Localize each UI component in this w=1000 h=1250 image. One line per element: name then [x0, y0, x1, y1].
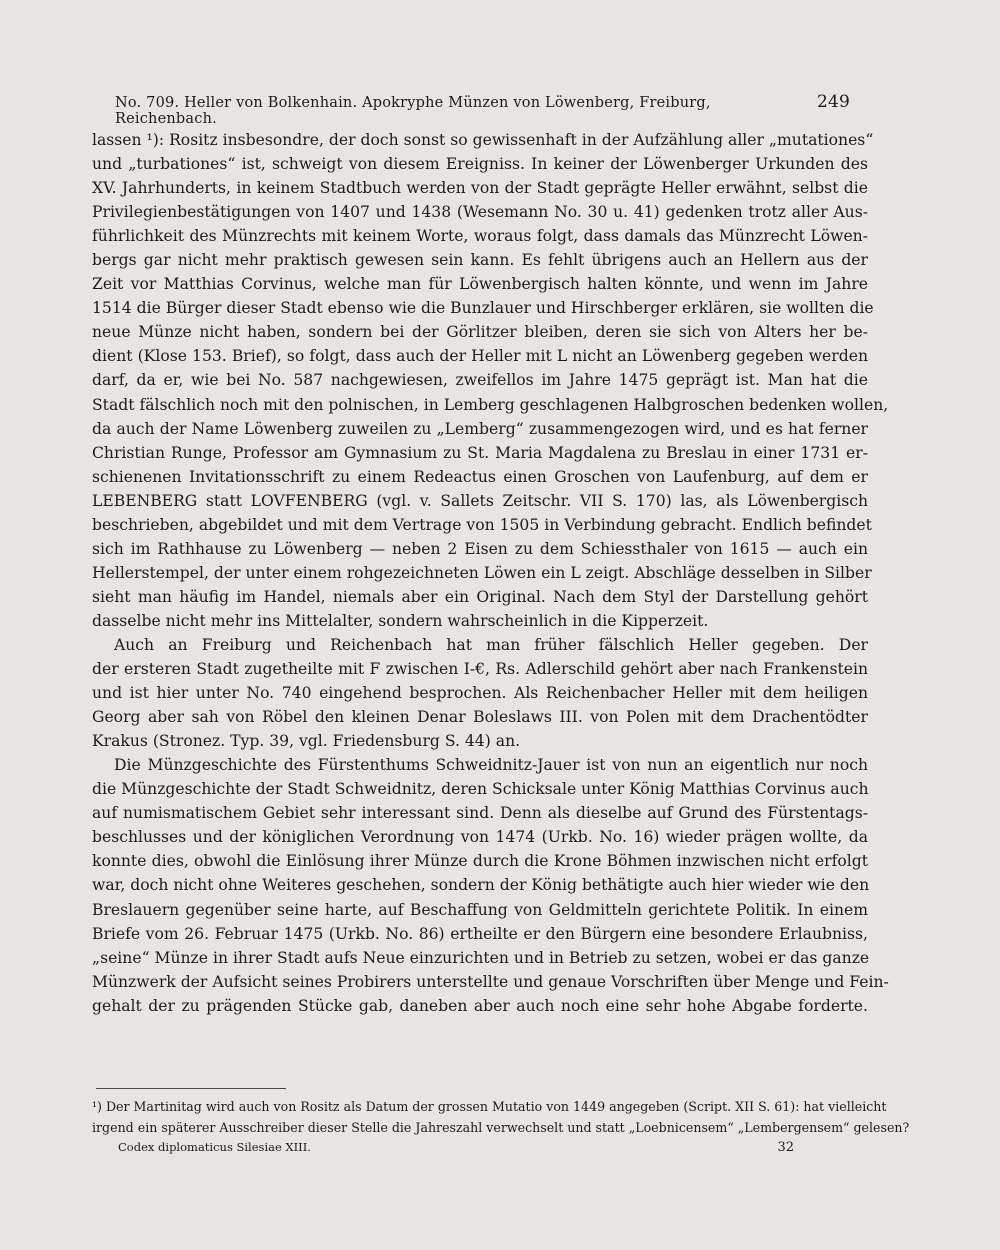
text-line: der ersteren Stadt zugetheilte mit F zwischen I-€, Rs. Adlerschild gehört aber nach Frankenstein: [92, 660, 868, 679]
text-line: XV. Jahrhunderts, in keinem Stadtbuch werden von der Stadt geprägte Heller erwähnt, selbst die: [92, 179, 868, 198]
running-head: [115, 92, 850, 127]
text-line: sieht man häufig im Handel, niemals aber ein Original. Nach dem Styl der Darstellung gehört: [92, 587, 868, 606]
text-line: dasselbe nicht mehr ins Mittelalter, sondern wahrscheinlich in die Kipperzeit.: [92, 611, 709, 630]
signature-number: 32: [777, 1140, 794, 1155]
text-line: Breslauern gegenüber seine harte, auf Beschaffung von Geldmitteln gerichtete Politik. In einem: [92, 900, 868, 919]
footnote-line: irgend ein späterer Ausschreiber dieser Stelle die Jahreszahl verwechselt und statt „Loebnicensem“ „Lembergensem“ gelesen?: [92, 1120, 910, 1135]
text-line: konnte dies, obwohl die Einlösung ihrer Münze durch die Krone Böhmen inzwischen nicht erfolgt: [92, 852, 868, 871]
text-line: „seine“ Münze in ihrer Stadt aufs Neue einzurichten und in Betrieb zu setzen, wobei er das ganze: [92, 948, 870, 967]
text-line: da auch der Name Löwenberg zuweilen zu „Lemberg“ zusammengezogen wird, und es hat ferner: [92, 419, 868, 438]
text-line: darf, da er, wie bei No. 587 nachgewiesen, zweifellos im Jahre 1475 geprägt ist. Man hat die: [92, 371, 868, 390]
text-line: beschlusses und der königlichen Verordnung von 1474 (Urkb. No. 16) wieder prägen wollte, da: [92, 828, 868, 847]
footnote-rule: [96, 1088, 286, 1089]
text-line: die Münzgeschichte der Stadt Schweidnitz, deren Schicksale unter König Matthias Corvinus auch: [92, 780, 869, 799]
text-line: führlichkeit des Münzrechts mit keinem Worte, woraus folgt, dass damals das Münzrecht Löwen-: [92, 227, 868, 246]
text-line: Auch an Freiburg und Reichenbach hat man früher fälschlich Heller gegeben. Der: [114, 635, 868, 654]
footnote-line: ¹) Der Martinitag wird auch von Rositz als Datum der grossen Mutatio von 1449 angegeben (Script. XII S. 61): hat vielleicht: [92, 1099, 887, 1114]
text-line: Zeit vor Matthias Corvinus, welche man für Löwenbergisch halten könnte, und wenn im Jahre: [92, 275, 868, 294]
text-line: Die Münzgeschichte des Fürstenthums Schweidnitz-Jauer ist von nun an eigentlich nur noch: [114, 756, 868, 775]
text-line: schienenen Invitationsschrift zu einem Redeactus einen Groschen von Laufenburg, auf dem er: [92, 467, 868, 486]
text-line: Krakus (Stronez. Typ. 39, vgl. Friedensburg S. 44) an.: [92, 732, 521, 751]
text-line: Christian Runge, Professor am Gymnasium zu St. Maria Magdalena zu Breslau in einer 1731 er-: [92, 443, 868, 462]
text-line: Georg aber sah von Röbel den kleinen Denar Boleslaws III. von Polen mit dem Drachentödter: [92, 708, 868, 727]
text-line: auf numismatischem Gebiet sehr interessant sind. Denn als dieselbe auf Grund des Fürstentags-: [92, 804, 868, 823]
text-line: dient (Klose 153. Brief), so folgt, dass auch der Heller mit L nicht an Löwenberg gegeben werden: [92, 347, 868, 366]
footnotes: [92, 1096, 910, 1138]
text-line: und „turbationes“ ist, schweigt von diesem Ereigniss. In keiner der Löwenberger Urkunden des: [92, 155, 868, 174]
printer-signature: [118, 1140, 794, 1155]
text-line: 1514 die Bürger dieser Stadt ebenso wie die Bunzlauer und Hirschberger erklären, sie wollten die: [92, 299, 874, 318]
text-line: und ist hier unter No. 740 eingehend besprochen. Als Reichenbacher Heller mit dem heiligen: [92, 684, 868, 703]
text-line: Briefe vom 26. Februar 1475 (Urkb. No. 86) ertheilte er den Bürgern eine besondere Erlaubniss,: [92, 924, 868, 943]
text-line: LEBENBERG statt LOVFENBERG (vgl. v. Sallets Zeitschr. VII S. 170) las, als Löwenbergisch: [92, 491, 868, 510]
text-line: Privilegienbestätigungen von 1407 und 1438 (Wesemann No. 30 u. 41) gedenken trotz aller Aus-: [92, 203, 868, 222]
text-line: bergs gar nicht mehr praktisch gewesen sein kann. Es fehlt übrigens auch an Hellern aus der: [92, 251, 868, 270]
body-text: [92, 128, 889, 1018]
text-line: Hellerstempel, der unter einem rohgezeichneten Löwen ein L zeigt. Abschläge desselben in Silber: [92, 563, 872, 582]
page-number: 249: [816, 92, 850, 112]
signature-label: Codex diplomaticus Silesiae XIII.: [118, 1140, 311, 1154]
text-line: war, doch nicht ohne Weiteres geschehen, sondern der König bethätigte auch hier wieder wie den: [92, 876, 870, 895]
text-line: lassen ¹): Rositz insbesondre, der doch sonst so gewissenhaft in der Aufzählung aller „mutationes“: [92, 131, 874, 149]
text-line: neue Münze nicht haben, sondern bei der Görlitzer bleiben, deren sie sich von Alters her be-: [92, 323, 868, 342]
text-line: Stadt fälschlich noch mit den polnischen, in Lemberg geschlagenen Halbgroschen bedenken wollen,: [92, 395, 889, 414]
text-line: gehalt der zu prägenden Stücke gab, daneben aber auch noch eine sehr hohe Abgabe forderte.: [92, 996, 868, 1015]
text-line: Münzwerk der Aufsicht seines Probirers unterstellte und genaue Vorschriften über Menge und Fein-: [92, 972, 889, 991]
text-line: beschrieben, abgebildet und mit dem Vertrage von 1505 in Verbindung gebracht. Endlich befindet: [92, 515, 872, 534]
text-line: sich im Rathhause zu Löwenberg — neben 2 Eisen zu dem Schiessthaler von 1615 — auch ein: [92, 539, 868, 558]
running-head-title: No. 709. Heller von Bolkenhain. Apokryphe Münzen von Löwenberg, Freiburg, Reichenbach.: [115, 95, 711, 127]
